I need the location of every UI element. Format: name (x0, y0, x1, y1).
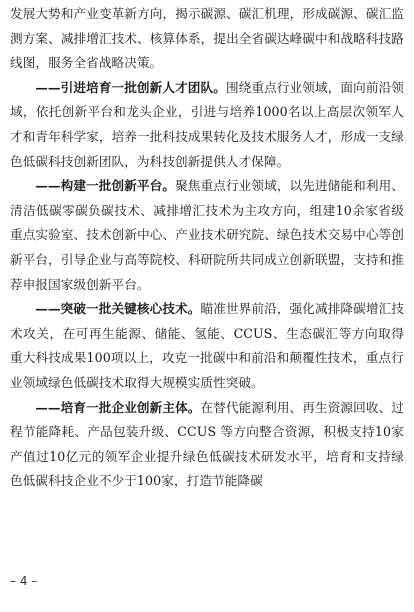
paragraph-text: 围绕重点行业领域，面向前沿领域，依托创新平台和龙头企业，引进与培养1000名以上高层次领军人才和青年科学家，培养一批科技成果转化及技术服务人才，形成一支绿色低碳科技创新团队，为科技创新提供人才保障。 (10, 79, 404, 169)
paragraph-core-technologies (10, 297, 404, 395)
paragraph-heading: ——突破一批关键核心技术。 (35, 301, 201, 317)
paragraph-enterprise-innovation (10, 396, 404, 494)
paragraph-text: 在替代能源利用、再生资源回收、过程节能降耗、产品包装升级、CCUS 等方向整合资源，积极支持10家产值过10亿元的领军企业提升绿色低碳技术研发水平，培育和支持绿色低碳科技企业不少于100家，打造节能降碳 (10, 399, 404, 489)
paragraph-heading: ——引进培育一批创新人才团队。 (35, 79, 226, 95)
paragraph-text: 瞄准世界前沿，强化减排降碳增汇技术攻关，在可再生能源、储能、氢能、CCUS、生态碳汇等方向取得重大科技成果100项以上，攻克一批碳中和前沿和颠覆性技术，重点行业领域绿色低碳技术取得大规模实质性突破。 (10, 301, 404, 390)
document-body (10, 2, 404, 494)
paragraph-heading: ——构建一批创新平台。 (35, 178, 176, 194)
paragraph-talent-teams (10, 76, 404, 174)
paragraph-intro-continuation (10, 2, 404, 76)
paragraph-heading: ——培育一批企业创新主体。 (35, 399, 201, 415)
page-number: – 4 – (10, 574, 38, 588)
paragraph-text: 发展大势和产业变革新方向，揭示碳源、碳汇机理，形成碳源、碳汇监测方案、减排增汇技术、核算体系，提出全省碳达峰碳中和战略科技路线图，服务全省战略决策。 (10, 6, 404, 71)
paragraph-innovation-platforms (10, 174, 404, 297)
paragraph-text: 聚焦重点行业领域，以先进储能和利用、清洁低碳零碳负碳技术、减排增汇技术为主攻方向，组建10余家省级重点实验室、技术创新中心、产业技术研究院、绿色技术交易中心等创新平台，引导企业与高等院校、科研院所共同成立创新联盟，支持和推荐申报国家级创新平台。 (10, 178, 404, 292)
